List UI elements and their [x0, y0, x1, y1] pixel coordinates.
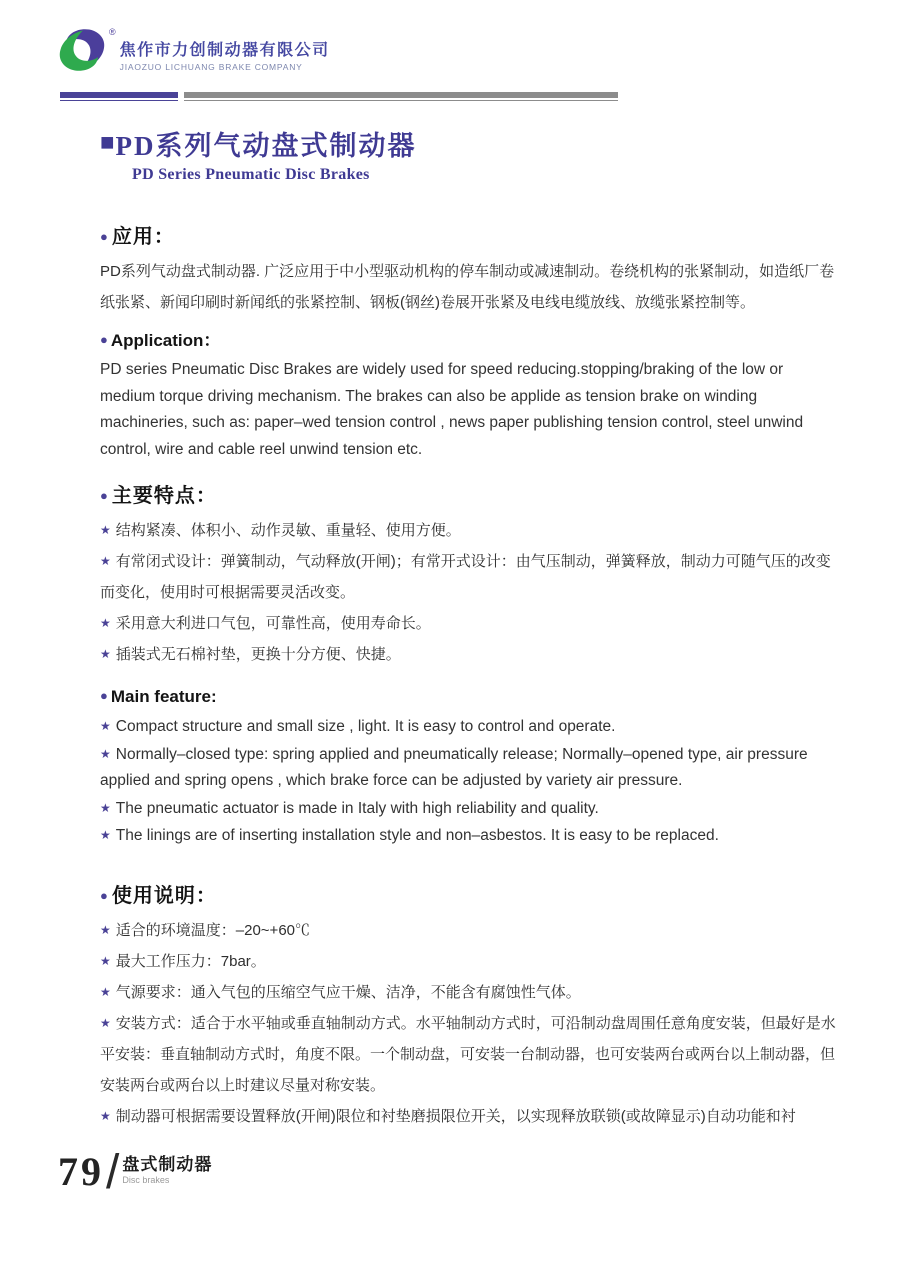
- section-heading-text: Main feature:: [110, 687, 217, 706]
- star-icon: ★: [100, 828, 111, 842]
- list-item: [100, 515, 845, 546]
- star-icon: ★: [100, 1016, 111, 1030]
- section-application-en: [100, 326, 845, 463]
- title-block: [100, 124, 417, 184]
- bullet-icon: ●: [100, 229, 109, 244]
- section-heading-text: 应用：: [111, 226, 175, 248]
- section-heading: [100, 326, 845, 351]
- title-square-icon: ■: [100, 130, 115, 156]
- bullet-icon: ●: [100, 688, 108, 703]
- list-item-text: The linings are of inserting installation style and non–asbestos. It is easy to be replaced.: [115, 827, 719, 844]
- page-title-en: PD Series Pneumatic Disc Brakes: [132, 166, 370, 183]
- bullet-icon: ●: [100, 332, 108, 347]
- feature-list: [100, 515, 845, 670]
- list-item: [100, 977, 845, 1008]
- list-item-text: Compact structure and small size , light. It is easy to control and operate.: [115, 718, 616, 735]
- list-item-text: 制动器可根据需要设置释放(开闸)限位和衬垫磨损限位开关，以实现释放联锁(或故障显示)自动功能和衬: [115, 1108, 796, 1125]
- registered-trademark-icon: ®: [109, 27, 116, 37]
- section-heading: [100, 879, 845, 908]
- paragraph: PD series Pneumatic Disc Brakes are widely used for speed reducing.stopping/braking of the low or medium torque driving mechanism. The brakes can also be applide as tension brake on winding machineries, such as: paper–wed tension control , news paper publishing tension control, steel unwind control, wire and cable reel unwind tension etc.: [100, 361, 804, 458]
- header-divider: [60, 92, 618, 101]
- divider-purple-segment: [60, 92, 178, 101]
- feature-list: [100, 713, 845, 850]
- star-icon: ★: [100, 523, 111, 537]
- list-item-text: 有常闭式设计：弹簧制动，气动释放(开闸)；有常开式设计：由气压制动，弹簧释放，制动力可随气压的改变而变化，使用时可根据需要灵活改变。: [100, 553, 831, 601]
- section-heading: [100, 220, 845, 249]
- list-item-text: The pneumatic actuator is made in Italy with high reliability and quality.: [115, 799, 599, 817]
- star-icon: ★: [100, 647, 111, 661]
- list-item: [100, 795, 845, 823]
- footer-label-en: Disc brakes: [122, 1175, 170, 1185]
- header: [55, 26, 330, 74]
- section-features-en: [100, 687, 845, 850]
- star-icon: ★: [100, 746, 111, 761]
- list-item-text: 安装方式：适合于水平轴或垂直轴制动方式。水平轴制动方式时，可沿制动盘周围任意角度安装，但最好是水平安装：垂直轴制动方式时，角度不限。一个制动盘，可安装一台制动器，也可安装两台或两台以上制动器，但安装两台或两台以上时建议尽量对称安装。: [100, 1015, 836, 1094]
- page-number: 79: [58, 1149, 104, 1194]
- star-icon: ★: [100, 985, 111, 999]
- list-item-text: 适合的环境温度：–20~+60℃: [115, 922, 310, 939]
- star-icon: ★: [100, 800, 111, 815]
- list-item: [100, 1008, 845, 1101]
- list-item-text: Normally–closed type: spring applied and pneumatically release; Normally–opened type, air pressure applied and spring opens , which brake force can be adjusted by variety air pressure.: [100, 745, 808, 789]
- list-item: [100, 713, 845, 741]
- footer-label-cn: 盘式制动器: [122, 1155, 213, 1174]
- page-title: [100, 124, 417, 163]
- list-item: [100, 608, 845, 639]
- section-heading-text: 主要特点：: [111, 485, 217, 507]
- section-heading-text: 使用说明：: [111, 885, 217, 907]
- star-icon: ★: [100, 719, 111, 733]
- bullet-icon: ●: [100, 888, 109, 903]
- page-footer: [58, 1146, 213, 1199]
- footer-slash-icon: /: [106, 1146, 120, 1199]
- star-icon: ★: [100, 923, 111, 937]
- list-item: [100, 741, 845, 795]
- bullet-icon: ●: [100, 488, 109, 503]
- divider-gray-segment: [184, 92, 618, 101]
- section-heading: [100, 479, 845, 508]
- company-names: [120, 37, 330, 72]
- list-item: [100, 546, 845, 608]
- section-features-cn: [100, 479, 845, 670]
- star-icon: ★: [100, 1109, 111, 1123]
- section-application-cn: [100, 220, 845, 318]
- company-name-cn: 焦作市力创制动器有限公司: [119, 42, 330, 59]
- footer-labels: [122, 1155, 212, 1185]
- section-heading-text: Application：: [110, 331, 221, 350]
- list-item-text: 气源要求：通入气包的压缩空气应干燥、洁净，不能含有腐蚀性气体。: [115, 984, 581, 1001]
- section-usage-notes: [100, 879, 845, 1132]
- section-heading: [100, 687, 845, 707]
- paragraph: PD系列气动盘式制动器. 广泛应用于中小型驱动机构的停车制动或减速制动。卷绕机构的张紧制动，如造纸厂卷纸张紧、新闻印刷时新闻纸的张紧控制、钢板(钢丝)卷展开张紧及电线电缆放线、放缆张紧控制等。: [100, 263, 835, 311]
- star-icon: ★: [100, 954, 111, 968]
- list-item: [100, 1101, 845, 1132]
- company-name-en: JIAOZUO LICHUANG BRAKE COMPANY: [119, 62, 303, 72]
- list-item-text: 结构紧凑、体积小、动作灵敏、重量轻、使用方便。: [115, 522, 461, 539]
- list-item: [100, 822, 845, 850]
- list-item: [100, 946, 845, 977]
- list-item-text: 采用意大利进口气包，可靠性高，使用寿命长。: [115, 615, 431, 632]
- list-item-text: 最大工作压力：7bar。: [115, 953, 266, 970]
- company-logo-icon: [55, 26, 109, 74]
- page-title-cn: PD系列气动盘式制动器: [115, 131, 417, 161]
- star-icon: ★: [100, 616, 111, 630]
- star-icon: ★: [100, 554, 111, 568]
- list-item: [100, 639, 845, 670]
- list-item: [100, 915, 845, 946]
- usage-list: [100, 915, 845, 1132]
- list-item-text: 插装式无石棉衬垫，更换十分方便、快捷。: [115, 646, 401, 663]
